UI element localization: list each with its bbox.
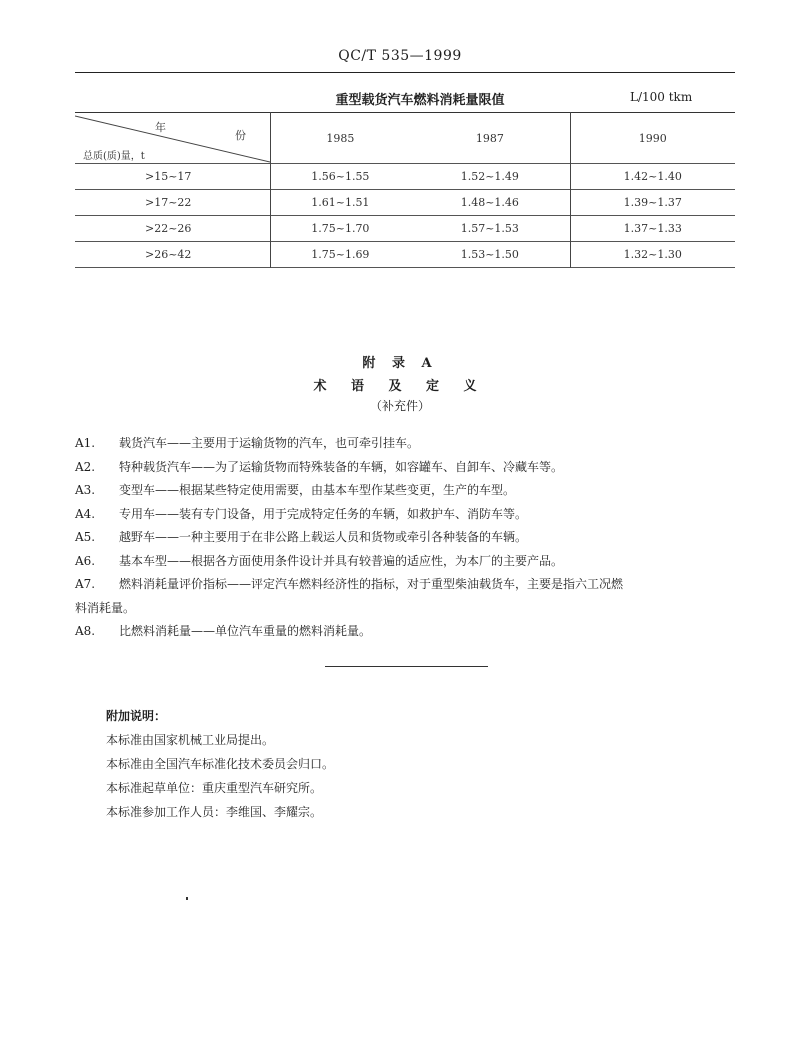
appendix-note: （补充件） (369, 399, 430, 413)
table-row (75, 164, 735, 190)
definition-text: 载货汽车——主要用于运输货物的汽车，也可牵引挂车。 (119, 436, 420, 450)
column-header-1985: 1985 (326, 131, 355, 145)
header-rule (75, 72, 735, 73)
stray-mark (186, 897, 188, 900)
cell-1990: 1.42~1.40 (623, 170, 682, 183)
notes-heading: 附加说明： (106, 709, 167, 723)
definition-item (75, 479, 740, 503)
notes-line: 本标准参加工作人员：李维国、李耀宗。 (106, 805, 323, 819)
appendix-subtitle: 术 语 及 定 义 (313, 379, 487, 394)
cell-1987: 1.53~1.50 (410, 242, 570, 268)
cell-1990: 1.37~1.33 (623, 222, 682, 235)
definition-text: 变型车——根据某些特定使用需要，由基本车型作某些变更，生产的车型。 (119, 483, 516, 497)
definition-text: 越野车——一种主要用于在非公路上载运人员和货物或牵引各种装备的车辆。 (119, 530, 528, 544)
definition-number: A3. (75, 483, 96, 497)
column-header-1990: 1990 (638, 131, 667, 145)
table-header-row (75, 113, 735, 164)
corner-fen-label: 份 (235, 129, 246, 142)
cell-1987: 1.57~1.53 (410, 216, 570, 242)
definition-number: A2. (75, 459, 96, 474)
definition-text: 专用车——装有专门设备，用于完成特定任务的车辆，如救护车、消防车等。 (119, 506, 528, 521)
cell-1985: 1.61~1.51 (311, 196, 370, 209)
definition-item (75, 432, 740, 456)
cell-1985: 1.75~1.70 (311, 222, 370, 235)
corner-mass-label: 总质(质)量，t (83, 151, 145, 162)
definition-continuation (75, 597, 740, 621)
definition-number: A1. (75, 436, 96, 450)
notes-line: 本标准由全国汽车标准化技术委员会归口。 (106, 757, 335, 771)
definition-item (75, 456, 740, 480)
definition-number: A5. (75, 530, 96, 544)
cell-1987: 1.48~1.46 (410, 190, 570, 216)
table-corner-cell (75, 113, 270, 164)
definition-text: 料消耗量。 (75, 600, 136, 615)
cell-1985: 1.75~1.69 (311, 248, 370, 261)
table-row (75, 190, 735, 216)
table-unit: L/100 tkm (630, 90, 693, 104)
definition-item (75, 503, 740, 527)
definition-number: A7. (75, 577, 96, 591)
row-mass-range: >26~42 (75, 242, 270, 268)
cell-1990: 1.32~1.30 (623, 248, 682, 261)
definition-text: 特种载货汽车——为了运输货物而特殊装备的车辆，如容罐车、自卸车、冷藏车等。 (119, 459, 564, 474)
notes-line: 本标准起草单位：重庆重型汽车研究所。 (106, 781, 323, 795)
corner-year-label: 年 (155, 121, 166, 134)
document-code: QC/T 535—1999 (338, 48, 462, 64)
additional-notes (106, 704, 334, 824)
definition-text: 基本车型——根据各方面使用条件设计并具有较普遍的适应性，为本厂的主要产品。 (119, 553, 564, 568)
definition-item (75, 526, 740, 550)
table-row (75, 242, 735, 268)
definition-item (75, 550, 740, 574)
cell-1990: 1.39~1.37 (623, 196, 682, 209)
cell-1985: 1.56~1.55 (311, 170, 370, 183)
row-mass-range: >22~26 (75, 216, 270, 242)
row-mass-range: >17~22 (75, 190, 270, 216)
section-divider (325, 666, 488, 667)
definition-item (75, 573, 740, 597)
definition-number: A8. (75, 624, 96, 638)
definition-number: A4. (75, 506, 96, 521)
notes-line: 本标准由国家机械工业局提出。 (106, 733, 275, 747)
definition-text: 比燃料消耗量——单位汽车重量的燃料消耗量。 (119, 624, 372, 638)
row-mass-range: >15~17 (75, 164, 270, 190)
appendix-title: 附 录 A (362, 356, 438, 371)
fuel-consumption-table (75, 112, 735, 268)
table-title: 重型载货汽车燃料消耗量限值 (335, 93, 505, 108)
table-row (75, 216, 735, 242)
definitions-list (75, 432, 740, 644)
definition-number: A6. (75, 553, 96, 568)
definition-item (75, 620, 740, 644)
definition-text: 燃料消耗量评价指标——评定汽车燃料经济性的指标，对于重型柴油载货车，主要是指六工况燃 (119, 577, 624, 591)
column-header-1987: 1987 (410, 113, 570, 164)
cell-1987: 1.52~1.49 (410, 164, 570, 190)
